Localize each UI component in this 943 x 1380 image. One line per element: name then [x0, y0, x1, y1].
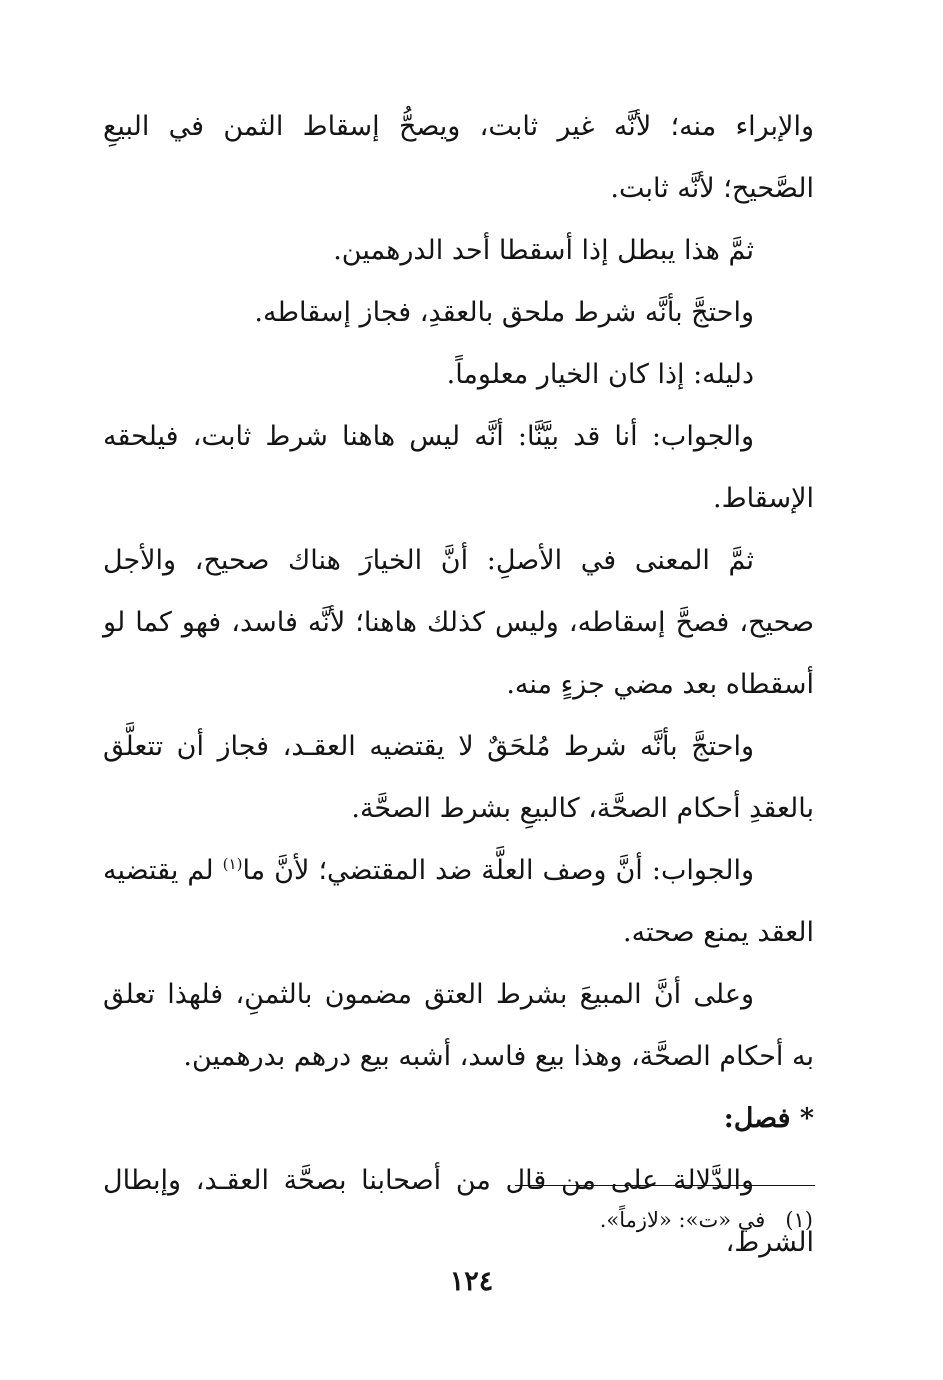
paragraph-closing: والدَّلالة على من قال من أصحابنا بصحَّة العقـد، وإبطال الشرط،: [103, 1165, 814, 1258]
paragraph-7: واحتجَّ بأنَّه شرط مُلحَقٌ لا يقتضيه العقـد، فجاز أن تتعلَّق بالعقدِ أحكام الصحَّة، كالبيعِ بشرط الصحَّة.: [103, 731, 814, 824]
paragraph-3: واحتجَّ بأنَّه شرط ملحق بالعقدِ، فجاز إسقاطه.: [254, 297, 754, 328]
footnote-reference: (١): [222, 855, 243, 873]
section-heading: * فصل:: [723, 1103, 814, 1134]
paragraph-answer: [103, 840, 814, 964]
paragraph-9: وعلى أنَّ المبيعَ بشرط العتق مضمون بالثمنِ، فلهذا تعلق به أحكام الصحَّة، وهذا بيع فاسد، أشبه بيع درهم بدرهمين.: [103, 979, 814, 1072]
paragraph-2: ثمَّ هذا يبطل إذا أسقطا أحد الدرهمين.: [333, 235, 754, 266]
footnote-number: (١): [785, 1208, 813, 1232]
footnote-text: في «ت»: «لازماً».: [599, 1208, 766, 1232]
footnote-divider: [515, 1185, 815, 1186]
page-number: ١٢٤: [449, 1266, 494, 1297]
answer-text-before: والجواب: أنَّ وصف العلَّة ضد المقتضي؛ لأنَّ ما: [242, 855, 755, 886]
paragraph-1: والإبراء منه؛ لأنَّه غير ثابت، ويصحُّ إسقاط الثمن في البيعِ الصَّحيح؛ لأنَّه ثابت.: [103, 111, 814, 204]
answer-text-after: لم يقتضيه العقد يمنع صحته.: [103, 855, 814, 948]
paragraph-5: والجواب: أنا قد بيَّنَّا: أنَّه ليس هاهنا شرط ثابت، فيلحقه الإسقاط.: [103, 421, 814, 514]
main-text: [103, 96, 814, 1274]
paragraph-6: ثمَّ المعنى في الأصلِ: أنَّ الخيارَ هناك صحيح، والأجل صحيح، فصحَّ إسقاطه، وليس كذلك هاهنا؛ لأنَّه فاسد، فهو كما لو أسقطاه بعد مضي جزءٍ منه.: [103, 545, 814, 700]
paragraph-4: دليله: إذا كان الخيار معلوماً.: [446, 359, 754, 390]
footnote: [600, 1200, 813, 1240]
